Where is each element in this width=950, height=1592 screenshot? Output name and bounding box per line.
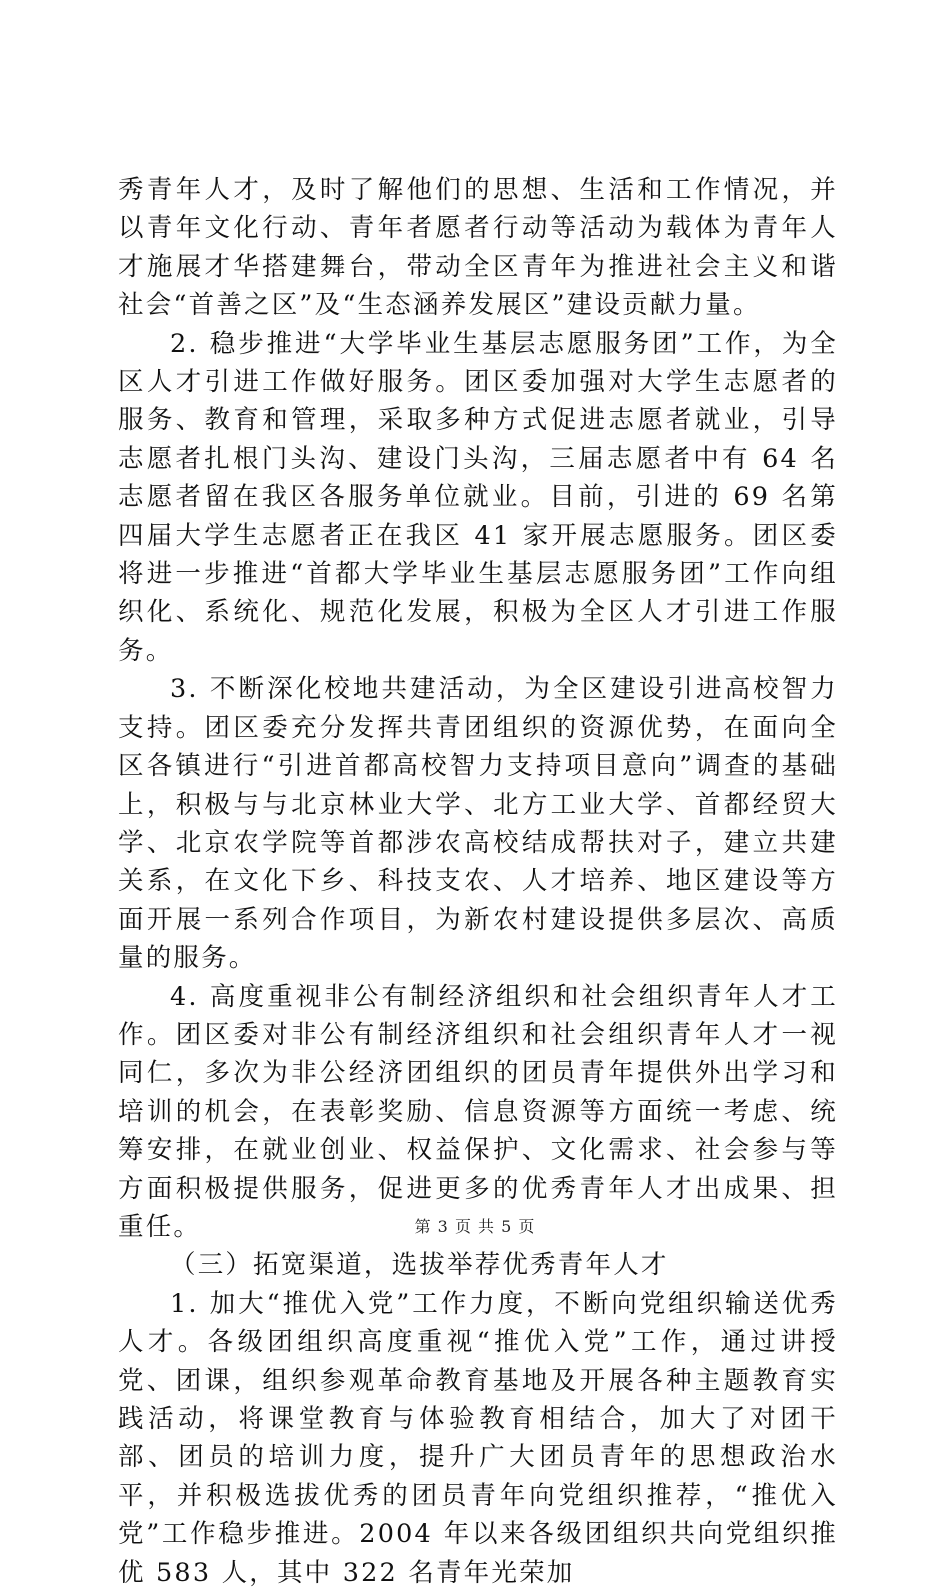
section-heading: （三）拓宽渠道，选拔举荐优秀青年人才 xyxy=(170,1250,669,1281)
document-body xyxy=(118,171,838,1592)
paragraph-item-3: 3. 不断深化校地共建活动，为全区建设引进高校智力支持。团区委充分发挥共青团组织的资源优势，在面向全区各镇进行“引进首都高校智力支持项目意向”调查的基础上，积极与与北京林业大学、北方工业大学、首都经贸大学、北京农学院等首都涉农高校结成帮扶对子，建立共建关系，在文化下乡、科技支农、人才培养、地区建设等方面开展一系列合作项目，为新农村建设提供多层次、高质量的服务。 xyxy=(118,674,838,974)
page-footer: 第 3 页 共 5 页 xyxy=(414,1217,536,1236)
paragraph-section3-item-1: 1. 加大“推优入党”工作力度，不断向党组织输送优秀人才。各级团组织高度重视“推优入党”工作，通过讲授党、团课，组织参观革命教育基地及开展各种主题教育实践活动，将课堂教育与体验教育相结合，加大了对团干部、团员的培训力度，提升广大团员青年的思想政治水平，并积极选拔优秀的团员青年向党组织推荐，“推优入党”工作稳步推进。2004 年以来各级团组织共向党组织推优 583 人，其中 322 名青年光荣加 xyxy=(118,1288,838,1588)
paragraph-item-4: 4. 高度重视非公有制经济组织和社会组织青年人才工作。团区委对非公有制经济组织和社会组织青年人才一视同仁，多次为非公经济团组织的团员青年提供外出学习和培训的机会，在表彰奖励、信息资源等方面统一考虑、统筹安排，在就业创业、权益保护、文化需求、社会参与等方面积极提供服务，促进更多的优秀青年人才出成果、担重任。 xyxy=(118,981,838,1242)
paragraph-continuation: 秀青年人才，及时了解他们的思想、生活和工作情况，并以青年文化行动、青年者愿者行动等活动为载体为青年人才施展才华搭建舞台，带动全区青年为推进社会主义和谐社会“首善之区”及“生态涵养发展区”建设贡献力量。 xyxy=(118,175,838,321)
paragraph-item-2: 2. 稳步推进“大学毕业生基层志愿服务团”工作，为全区人才引进工作做好服务。团区委加强对大学生志愿者的服务、教育和管理，采取多种方式促进志愿者就业，引导志愿者扎根门头沟、建设门头沟，三届志愿者中有 64 名志愿者留在我区各服务单位就业。目前，引进的 69 名第四届大学生志愿者正在我区 41 家开展志愿服务。团区委将进一步推进“首都大学毕业生基层志愿服务团”工作向组织化、系统化、规范化发展，积极为全区人才引进工作服务。 xyxy=(118,328,838,666)
